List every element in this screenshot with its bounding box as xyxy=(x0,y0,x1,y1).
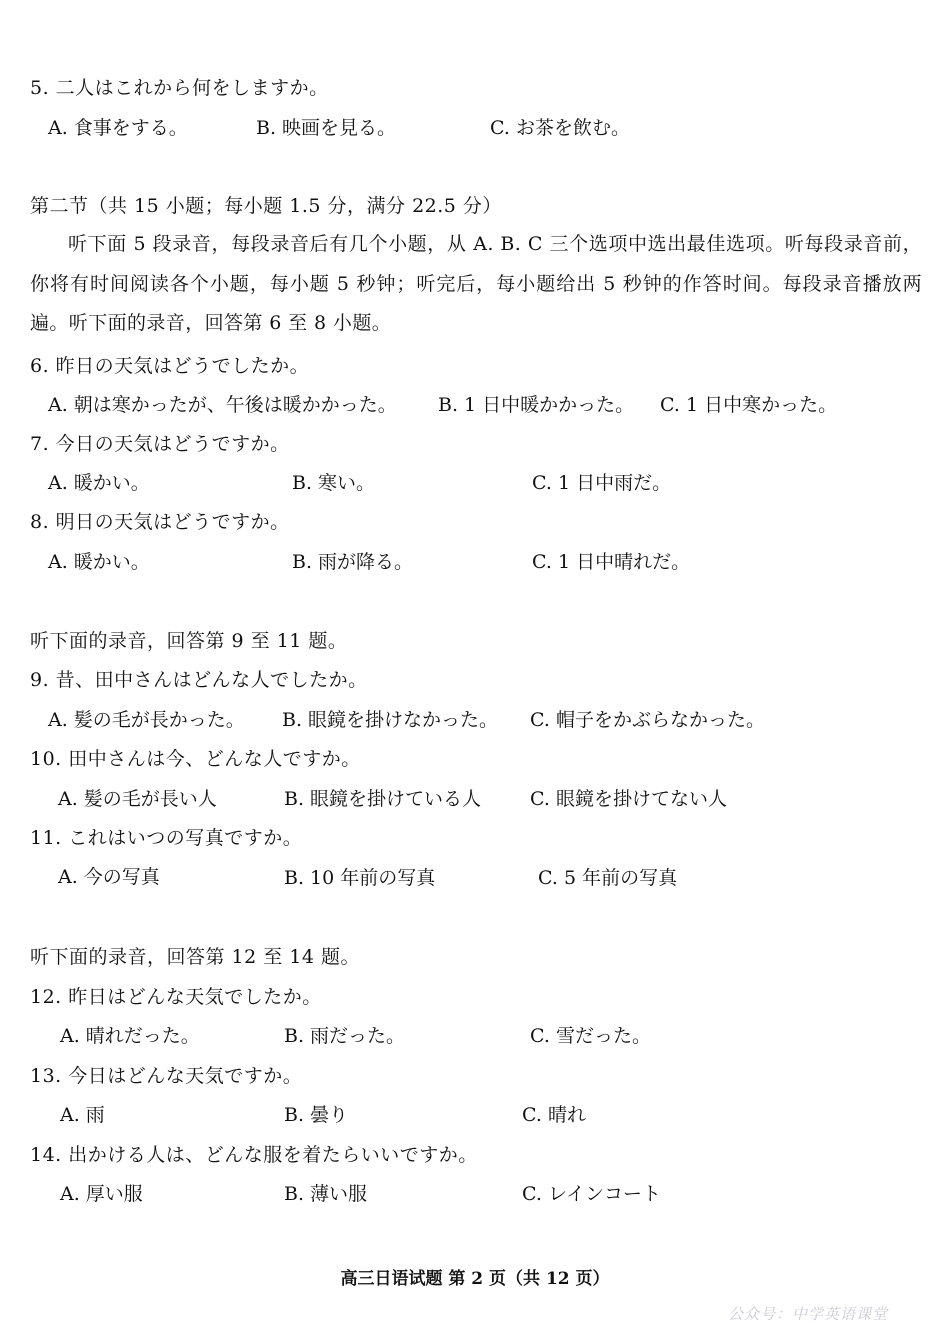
question-8-option-c: C. 1 日中晴れだ。 xyxy=(532,551,691,573)
question-11-option-b: B. 10 年前の写真 xyxy=(284,867,436,889)
question-8-stem: 8. 明日の天気はどうですか。 xyxy=(30,511,290,533)
question-6-option-c: C. 1 日中寒かった。 xyxy=(660,394,838,416)
question-7-option-b: B. 寒い。 xyxy=(292,472,376,494)
question-13-stem: 13. 今日はどんな天気ですか。 xyxy=(30,1065,303,1087)
section-instructions: 听下面 5 段录音，每段录音后有几个小题，从 A. B. C 三个选项中选出最佳选项。听每段录音前，你将有时间阅读各个小题，每小题 5 秒钟；听完后，每小题给出 5 秒钟的作答时间。每段录音播放两遍。听下面的录音，回答第 6 至 8 小题。 xyxy=(30,233,922,334)
question-8-option-b: B. 雨が降る。 xyxy=(292,551,414,573)
question-7-option-c: C. 1 日中雨だ。 xyxy=(532,472,672,494)
question-9-option-c: C. 帽子をかぶらなかった。 xyxy=(530,709,765,731)
question-12-option-a: A. 晴れだった。 xyxy=(60,1025,200,1047)
question-7-stem: 7. 今日の天気はどうですか。 xyxy=(30,433,290,455)
question-13-option-a: A. 雨 xyxy=(60,1104,105,1126)
question-12-stem: 12. 昨日はどんな天気でしたか。 xyxy=(30,986,322,1008)
question-13-option-b: B. 曇り xyxy=(284,1104,349,1126)
question-10-stem: 10. 田中さんは今、どんな人ですか。 xyxy=(30,748,361,770)
watermark: 公众号：中学英语课堂 xyxy=(728,1305,889,1323)
group-2-intro: 听下面的录音，回答第 9 至 11 题。 xyxy=(30,630,348,652)
question-12-option-c: C. 雪だった。 xyxy=(530,1025,651,1047)
question-11-option-c: C. 5 年前の写真 xyxy=(538,867,678,889)
question-14-option-c: C. レインコート xyxy=(522,1183,661,1205)
question-5-option-b: B. 映画を見る。 xyxy=(256,117,397,139)
question-6-stem: 6. 昨日の天気はどうでしたか。 xyxy=(30,355,310,377)
question-11-option-a: A. 今の写真 xyxy=(58,866,160,888)
question-5-option-a: A. 食事をする。 xyxy=(48,117,188,139)
group-3-intro: 听下面的录音，回答第 12 至 14 题。 xyxy=(30,946,361,968)
question-14-option-a: A. 厚い服 xyxy=(60,1183,143,1205)
question-10-option-a: A. 髪の毛が長い人 xyxy=(58,788,217,810)
question-14-option-b: B. 薄い服 xyxy=(284,1183,368,1205)
question-9-option-b: B. 眼鏡を掛けなかった。 xyxy=(282,709,499,731)
question-9-stem: 9. 昔、田中さんはどんな人でしたか。 xyxy=(30,669,368,691)
question-13-option-c: C. 晴れ xyxy=(522,1104,586,1126)
question-5-stem: 5. 二人はこれから何をしますか。 xyxy=(30,77,329,99)
question-11-stem: 11. これはいつの写真ですか。 xyxy=(30,827,303,849)
question-12-option-b: B. 雨だった。 xyxy=(284,1025,406,1047)
question-9-option-a: A. 髪の毛が長かった。 xyxy=(48,709,245,731)
question-5-option-c: C. お茶を飲む。 xyxy=(490,117,630,139)
question-6-option-b: B. 1 日中暖かかった。 xyxy=(438,394,635,416)
question-7-option-a: A. 暖かい。 xyxy=(48,472,150,494)
question-6-option-a: A. 朝は寒かったが、午後は暖かかった。 xyxy=(48,394,397,416)
question-14-stem: 14. 出かける人は、どんな服を着たらいいですか。 xyxy=(30,1144,478,1166)
question-8-option-a: A. 暖かい。 xyxy=(48,551,150,573)
question-10-option-b: B. 眼鏡を掛けている人 xyxy=(284,788,482,810)
section-heading: 第二节（共 15 小题；每小题 1.5 分，满分 22.5 分） xyxy=(30,195,502,217)
page-footer: 高三日语试题 第 2 页（共 12 页） xyxy=(340,1269,610,1289)
question-10-option-c: C. 眼鏡を掛けてない人 xyxy=(530,788,727,810)
